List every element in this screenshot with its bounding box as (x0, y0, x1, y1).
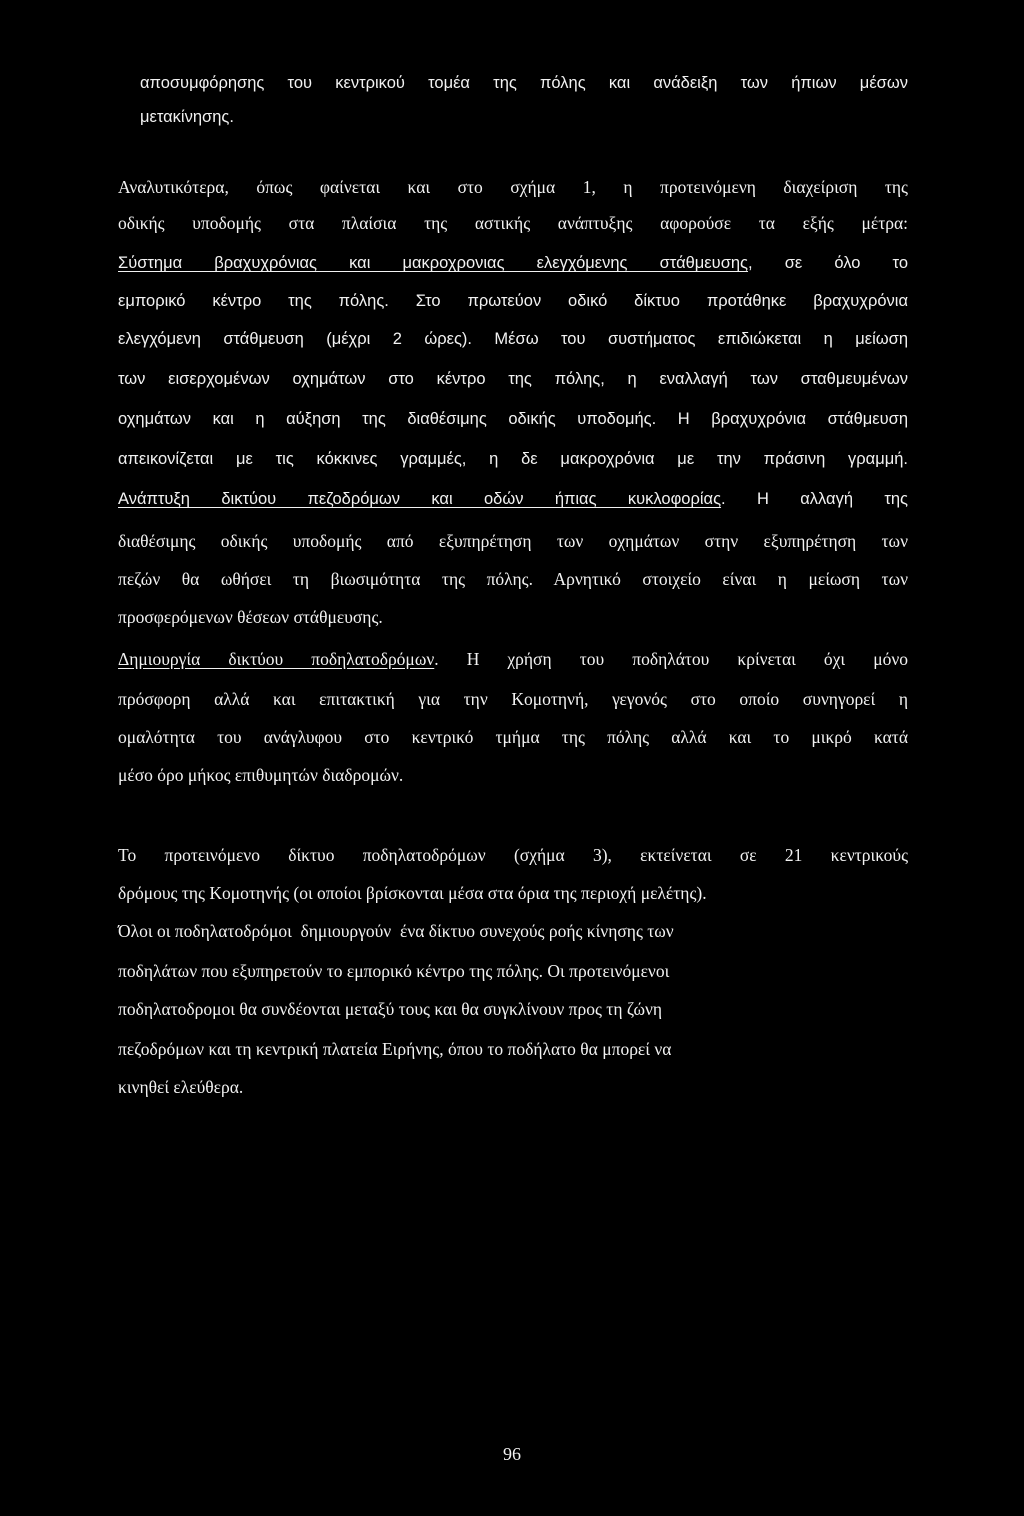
paragraph-line (118, 326, 908, 352)
text-span: μέσο όρο μήκος επιθυμητών διαδρομών. (118, 765, 404, 785)
paragraph-line (118, 406, 908, 432)
paragraph-line (140, 104, 908, 130)
paragraph-line (118, 604, 908, 630)
text-span: πεζών θα ωθήσει τη βιωσιμότητα της πόλης. Αρνητικό στοιχείο είναι η μείωση των (118, 569, 908, 589)
paragraph-line (118, 842, 908, 868)
text-span: , σε όλο το (748, 254, 908, 272)
text-span: πεζοδρόμων και τη κεντρική πλατεία Ειρήνης, όπου το ποδήλατο θα μπορεί να (118, 1039, 672, 1059)
paragraph-line (118, 880, 908, 906)
paragraph-line (118, 1036, 908, 1062)
paragraph-line (118, 174, 908, 200)
text-span: Όλοι οι ποδηλατοδρόμοι δημιουργούν ένα δίκτυο συνεχούς ροής κίνησης των (118, 921, 674, 941)
text-span: πρόσφορη αλλά και επιτακτική για την Κομοτηνή, γεγονός στο οποίο συνηγορεί η (118, 689, 908, 709)
paragraph-line (118, 1074, 908, 1100)
paragraph-line (118, 918, 908, 944)
text-span: οδικής υποδομής στα πλαίσια της αστικής ανάπτυξης αφορούσε τα εξής μέτρα: (118, 213, 908, 233)
paragraph-line (118, 446, 908, 472)
paragraph-line (118, 724, 908, 750)
paragraph-line (118, 210, 908, 236)
subheading-pedestrian-network: Ανάπτυξη δικτύου πεζοδρόμων και οδών ήπιας κυκλοφορίας (118, 490, 722, 508)
text-span: απεικονίζεται με τις κόκκινες γραμμές, η δε μακροχρόνια με την πράσινη γραμμή. (118, 450, 908, 468)
text-span: των εισερχομένων οχημάτων στο κέντρο της πόλης, η εναλλαγή των σταθμευμένων (118, 370, 908, 388)
text-span: προσφερόμενων θέσεων στάθμευσης. (118, 607, 383, 627)
text-span: ποδηλάτων που εξυπηρετούν το εμπορικό κέντρο της πόλης. Οι προτεινόμενοι (118, 961, 670, 981)
paragraph-line (118, 528, 908, 554)
paragraph-line (118, 366, 908, 392)
text-span: . Η αλλαγή της (721, 490, 909, 508)
text-span: αποσυμφόρησης του κεντρικού τομέα της πόλης και ανάδειξη των ήπιων μέσων (140, 74, 908, 92)
subheading-short-long-term-parking: Σύστημα βραχυχρόνιας και μακροχρονιας ελεγχόμενης στάθμευσης (118, 254, 749, 272)
subheading-line (118, 646, 908, 672)
paragraph-line (118, 686, 908, 712)
text-span: διαθέσιμης οδικής υποδομής από εξυπηρέτηση των οχημάτων στην εξυπηρέτηση των (118, 531, 908, 551)
text-span: Το προτεινόμενο δίκτυο ποδηλατοδρόμων (σχήμα 3), εκτείνεται σε 21 κεντρικούς (118, 845, 908, 865)
text-span: ποδηλατοδρομοι θα συνδέονται μεταξύ τους και θα συγκλίνουν προς τη ζώνη (118, 999, 663, 1019)
subheading-line (118, 486, 908, 512)
text-span: Αναλυτικότερα, όπως φαίνεται και στο σχήμα 1, η προτεινόμενη διαχείριση της (118, 177, 908, 197)
subheading-line (118, 250, 908, 276)
text-span: ελεγχόμενη στάθμευση (μέχρι 2 ώρες). Μέσω του συστήματος επιδιώκεται η μείωση (118, 330, 908, 348)
text-span: μετακίνησης. (140, 108, 234, 126)
page-number: 96 (503, 1444, 521, 1464)
paragraph-line (118, 762, 908, 788)
paragraph-line (118, 958, 908, 984)
text-span: δρόμους της Κομοτηνής (οι οποίοι βρίσκονται μέσα στα όρια της περιοχή μελέτης). (118, 883, 707, 903)
text-span: . Η χρήση του ποδηλάτου κρίνεται όχι μόνο (434, 649, 908, 669)
paragraph-line (118, 566, 908, 592)
subheading-bike-lanes: Δημιουργία δικτύου ποδηλατοδρόμων (118, 649, 435, 669)
paragraph-line (140, 70, 908, 96)
paragraph-line (118, 996, 908, 1022)
text-span: οχημάτων και η αύξηση της διαθέσιμης οδικής υποδομής. Η βραχυχρόνια στάθμευση (118, 410, 908, 428)
text-span: κινηθεί ελεύθερα. (118, 1077, 244, 1097)
paragraph-line (118, 288, 908, 314)
text-span: εμπορικό κέντρο της πόλης. Στο πρωτεύον οδικό δίκτυο προτάθηκε βραχυχρόνια (118, 292, 908, 310)
text-span: ομαλότητα του ανάγλυφου στο κεντρικό τμήμα της πόλης αλλά και το μικρό κατά (118, 727, 908, 747)
